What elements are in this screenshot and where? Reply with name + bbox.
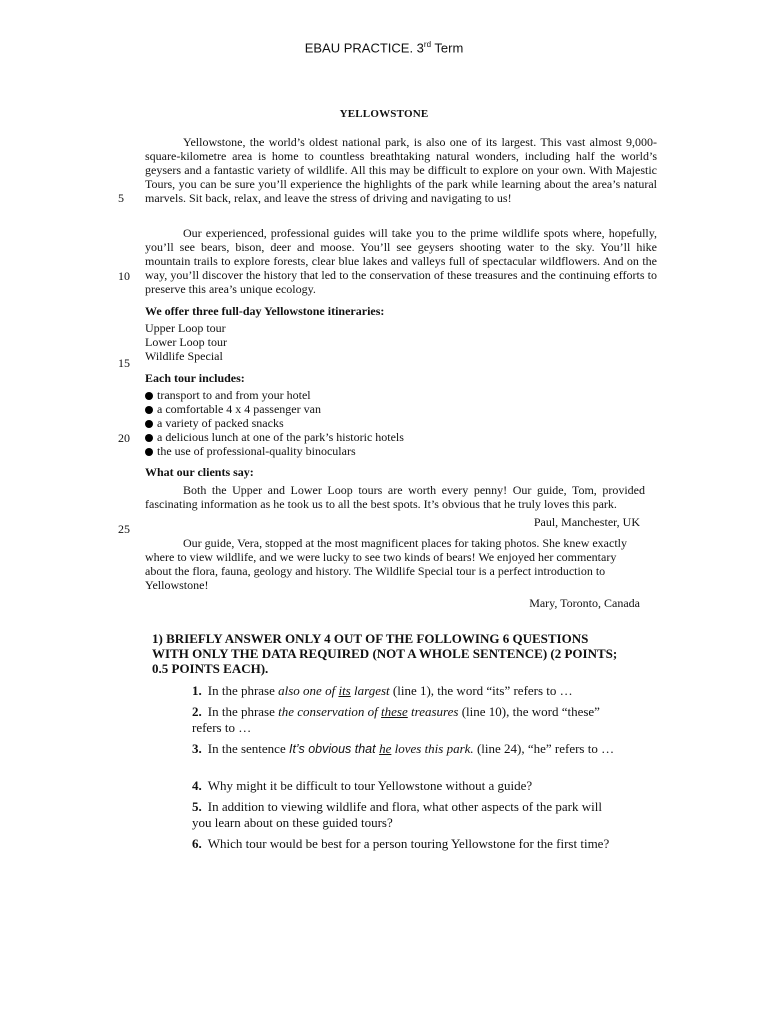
question-text: (line 1), the word “its” refers to … xyxy=(389,683,573,698)
question-quote: the conservation of xyxy=(278,704,382,719)
questions-heading: 1) BRIEFLY ANSWER ONLY 4 OUT OF THE FOLLOWING 6 QUESTIONS WITH ONLY THE DATA REQUIRED (NOT A WHOLE SENTENCE) (2 POINTS; 0.5 POINTS EACH). xyxy=(152,631,618,676)
bullet-icon xyxy=(145,434,153,442)
question-quote: treasures xyxy=(407,704,459,719)
question-text: In the phrase xyxy=(207,683,279,698)
question-number: 6. xyxy=(192,836,202,851)
itinerary-item: Lower Loop tour xyxy=(145,335,227,349)
line-number: 10 xyxy=(118,269,130,283)
article-title: YELLOWSTONE xyxy=(339,108,429,120)
bullet-icon xyxy=(145,406,153,414)
line-number: 5 xyxy=(118,191,124,205)
review-1-signature: Paul, Manchester, UK xyxy=(533,515,640,529)
question-quote: largest xyxy=(350,683,390,698)
bullet-icon xyxy=(145,420,153,428)
question-text: In addition to viewing wildlife and flora, what other aspects of the park will you learn about on these guided tours? xyxy=(192,799,602,830)
paragraph-2-text: Our experienced, professional guides will take you to the prime wildlife spots where, hopefully, you’ll see bears, bison, deer and moose. You’ll see geysers shooting water to the sky. You’ll hike mountain trails to explore forests, clear blue lakes and valleys full of spectacular wildflowers. And on the way, you’ll discover the history that led to the conservation of these treasures and the continuing efforts to preserve this area’s unique ecology. xyxy=(145,226,657,296)
include-item-text: transport to and from your hotel xyxy=(157,388,311,402)
bullet-icon xyxy=(145,392,153,400)
clients-heading: What our clients say: xyxy=(145,465,254,479)
itinerary-item: Upper Loop tour xyxy=(145,321,226,335)
includes-heading: Each tour includes: xyxy=(145,371,245,385)
line-number: 25 xyxy=(118,522,130,536)
include-item-text: a variety of packed snacks xyxy=(157,416,284,430)
question-quote: also one of xyxy=(278,683,339,698)
review-2 xyxy=(145,536,641,592)
page-header xyxy=(0,40,768,55)
include-item xyxy=(145,402,321,416)
question-quote: loves this park. xyxy=(391,741,474,756)
bullet-icon xyxy=(145,448,153,456)
question-number: 4. xyxy=(192,778,202,793)
paragraph-1-text: Yellowstone, the world’s oldest national park, is also one of its largest. This vast almost 9,000-square-kilometre area is home to countless breathtaking natural wonders, including half the world’s geysers and a fantastic variety of wildlife. All this may be difficult to explore on your own. With Majestic Tours, you can be sure you’ll experience the highlights of the park while learning about the area’s natural marvels. Sit back, relax, and leave the stress of driving and navigating to us! xyxy=(145,135,657,205)
paragraph-2 xyxy=(145,226,657,296)
review-1-text: Both the Upper and Lower Loop tours are worth every penny! Our guide, Tom, provided fascinating information as he took us to all the best spots. It’s obvious that he truly loves this park. xyxy=(145,483,645,511)
question-quote: It’s obvious that xyxy=(288,742,380,756)
question-number: 2. xyxy=(192,704,202,719)
question-underlined-word: its xyxy=(338,683,351,698)
paragraph-1 xyxy=(145,135,657,205)
question-text: (line 24), “he” refers to … xyxy=(473,741,615,756)
review-2-text: Our guide, Vera, stopped at the most magnificent places for taking photos. She knew exactly where to view wildlife, and we were lucky to see two kinds of bears! We enjoyed her commentary about the flora, fauna, geology and history. The Wildlife Special tour is a perfect introduction to Yellowstone! xyxy=(145,536,627,592)
question-5 xyxy=(192,799,622,831)
include-item xyxy=(145,430,404,444)
review-1 xyxy=(145,483,645,511)
question-4 xyxy=(192,778,622,794)
line-number: 20 xyxy=(118,431,130,445)
header-tail: Term xyxy=(431,40,464,56)
question-underlined-word: these xyxy=(381,704,408,719)
itineraries-heading: We offer three full-day Yellowstone itineraries: xyxy=(145,304,385,318)
question-text: In the sentence xyxy=(207,741,289,756)
question-underlined-word: he xyxy=(379,741,392,756)
review-2-signature: Mary, Toronto, Canada xyxy=(529,596,640,610)
question-text: Which tour would be best for a person touring Yellowstone for the first time? xyxy=(207,836,610,851)
include-item xyxy=(145,388,311,402)
include-item-text: a comfortable 4 x 4 passenger van xyxy=(157,402,321,416)
question-number: 5. xyxy=(192,799,202,814)
include-item-text: a delicious lunch at one of the park’s historic hotels xyxy=(157,430,404,444)
question-6 xyxy=(192,836,622,852)
question-text: In the phrase xyxy=(207,704,279,719)
include-item xyxy=(145,416,284,430)
question-3 xyxy=(192,741,622,757)
line-number: 15 xyxy=(118,356,130,370)
itinerary-item: Wildlife Special xyxy=(145,349,223,363)
include-item-text: the use of professional-quality binoculars xyxy=(157,444,356,458)
question-text: Why might it be difficult to tour Yellowstone without a guide? xyxy=(207,778,533,793)
question-1 xyxy=(192,683,622,699)
question-text: (line 10), the word “these” refers to … xyxy=(192,704,600,735)
question-2 xyxy=(192,704,622,736)
header-superscript: rd xyxy=(423,40,432,49)
question-number: 3. xyxy=(192,741,202,756)
question-number: 1. xyxy=(192,683,202,698)
include-item xyxy=(145,444,356,458)
header-text: EBAU PRACTICE. 3 xyxy=(304,40,424,56)
